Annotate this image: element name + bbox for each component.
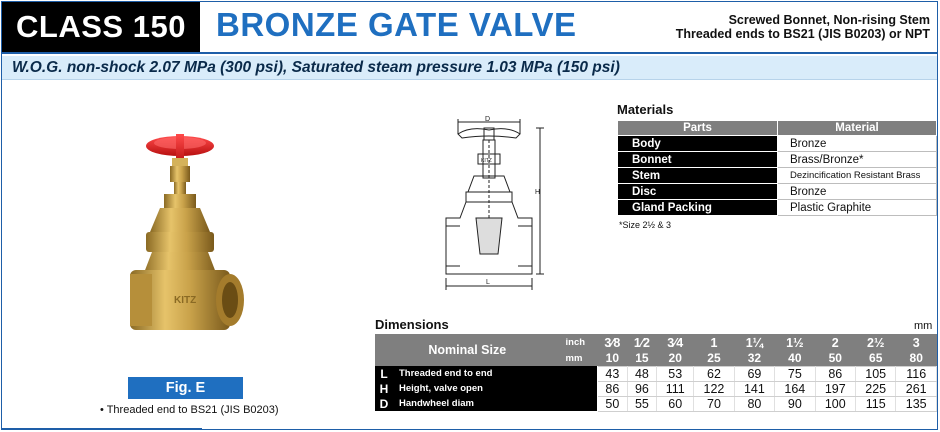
size-mm: 20 (668, 351, 682, 366)
size-mm: 32 (747, 351, 762, 366)
dim-value: 164 (775, 381, 815, 396)
mm-label: mm (565, 353, 583, 364)
material-part: Stem (618, 168, 778, 184)
dim-letter: H (375, 381, 393, 396)
dim-value: 43 (598, 366, 628, 381)
material-value: Bronze (778, 184, 937, 200)
table-row (618, 168, 937, 184)
dim-name: Height, valve open (393, 381, 598, 396)
size-mm: 50 (828, 351, 842, 366)
materials-title: Materials (617, 102, 674, 117)
dim-h-label: H (535, 189, 541, 196)
valve-photo (130, 128, 250, 338)
dim-value: 50 (598, 396, 628, 411)
materials-col-material: Material (778, 121, 937, 136)
size-inch-row (375, 334, 937, 351)
materials-table (617, 120, 937, 216)
dim-letter: D (375, 396, 393, 411)
size-mm: 80 (909, 351, 923, 366)
dim-value: 86 (598, 381, 628, 396)
dim-l-label: L (486, 279, 490, 286)
material-value: Dezincification Resistant Brass (778, 168, 937, 184)
dim-value: 261 (896, 381, 937, 396)
table-row (375, 381, 937, 396)
class-label: CLASS 150 (2, 2, 200, 52)
dim-value: 115 (856, 396, 896, 411)
size-inch: 3⁄4 (667, 335, 684, 350)
figure-label: Fig. E (128, 377, 243, 399)
size-inch: 1⁄2 (633, 335, 650, 350)
table-row (375, 396, 937, 411)
dim-value: 96 (627, 381, 657, 396)
materials-footnote: *Size 2½ & 3 (619, 220, 672, 230)
dim-letter: L (375, 366, 393, 381)
material-value: Plastic Graphite (778, 200, 937, 216)
figure-note: • Threaded end to BS21 (JIS B0203) (100, 404, 279, 416)
table-row (375, 366, 937, 381)
dim-value: 70 (694, 396, 734, 411)
table-row (618, 152, 937, 168)
dim-value: 197 (815, 381, 855, 396)
material-value: Brass/Bronze* (778, 152, 937, 168)
dim-value: 55 (627, 396, 657, 411)
dim-value: 111 (657, 381, 694, 396)
drawing-stamp: KITZ (481, 158, 492, 164)
dim-name: Threaded end to end (393, 366, 598, 381)
size-mm: 15 (635, 351, 649, 366)
material-part: Gland Packing (618, 200, 778, 216)
dim-value: 225 (856, 381, 896, 396)
size-inch: 2½ (867, 335, 885, 350)
spec-line-2: Threaded ends to BS21 (JIS B0203) or NPT (675, 27, 930, 41)
dim-value: 69 (734, 366, 774, 381)
dim-value: 80 (734, 396, 774, 411)
table-row (618, 184, 937, 200)
size-inch: 1 (710, 335, 718, 350)
nominal-size-label: Nominal Size (428, 343, 507, 357)
dim-value: 90 (775, 396, 815, 411)
dimensions-title: Dimensions (375, 317, 449, 332)
dim-d-label: D (485, 116, 491, 123)
size-mm: 65 (869, 351, 883, 366)
spec-summary (676, 13, 930, 41)
dim-name: Handwheel diam (393, 396, 598, 411)
size-inch: 3 (912, 335, 920, 350)
dimensions-table (375, 334, 937, 412)
dim-value: 116 (896, 366, 937, 381)
material-part: Body (618, 136, 778, 152)
size-inch: 2 (831, 335, 839, 350)
dim-value: 48 (627, 366, 657, 381)
size-mm: 40 (788, 351, 802, 366)
table-row (618, 136, 937, 152)
dimensions-unit: mm (914, 320, 933, 332)
body-marking: KITZ (174, 295, 197, 306)
pressure-rating: W.O.G. non-shock 2.07 MPa (300 psi), Saturated steam pressure 1.03 MPa (150 psi) (2, 56, 937, 80)
footer-divider (2, 428, 202, 429)
material-value: Bronze (778, 136, 937, 152)
dim-value: 105 (856, 366, 896, 381)
size-inch: 1¼ (745, 335, 764, 350)
dim-value: 75 (775, 366, 815, 381)
dim-value: 141 (734, 381, 774, 396)
dim-value: 53 (657, 366, 694, 381)
product-title: BRONZE GATE VALVE (216, 6, 577, 43)
material-part: Bonnet (618, 152, 778, 168)
size-inch: 3⁄8 (604, 335, 621, 350)
dim-value: 60 (657, 396, 694, 411)
header-divider (2, 52, 937, 54)
size-mm: 10 (605, 351, 619, 366)
size-inch: 1½ (786, 335, 804, 350)
dim-value: 122 (694, 381, 734, 396)
table-row (618, 200, 937, 216)
dim-value: 86 (815, 366, 855, 381)
material-part: Disc (618, 184, 778, 200)
materials-col-parts: Parts (618, 121, 778, 136)
spec-line-1: Screwed Bonnet, Non-rising Stem (728, 13, 930, 27)
inch-label: inch (565, 337, 586, 348)
dim-value: 135 (896, 396, 937, 411)
valve-drawing (440, 114, 550, 294)
dim-value: 62 (694, 366, 734, 381)
dim-value: 100 (815, 396, 855, 411)
size-mm: 25 (707, 351, 721, 366)
